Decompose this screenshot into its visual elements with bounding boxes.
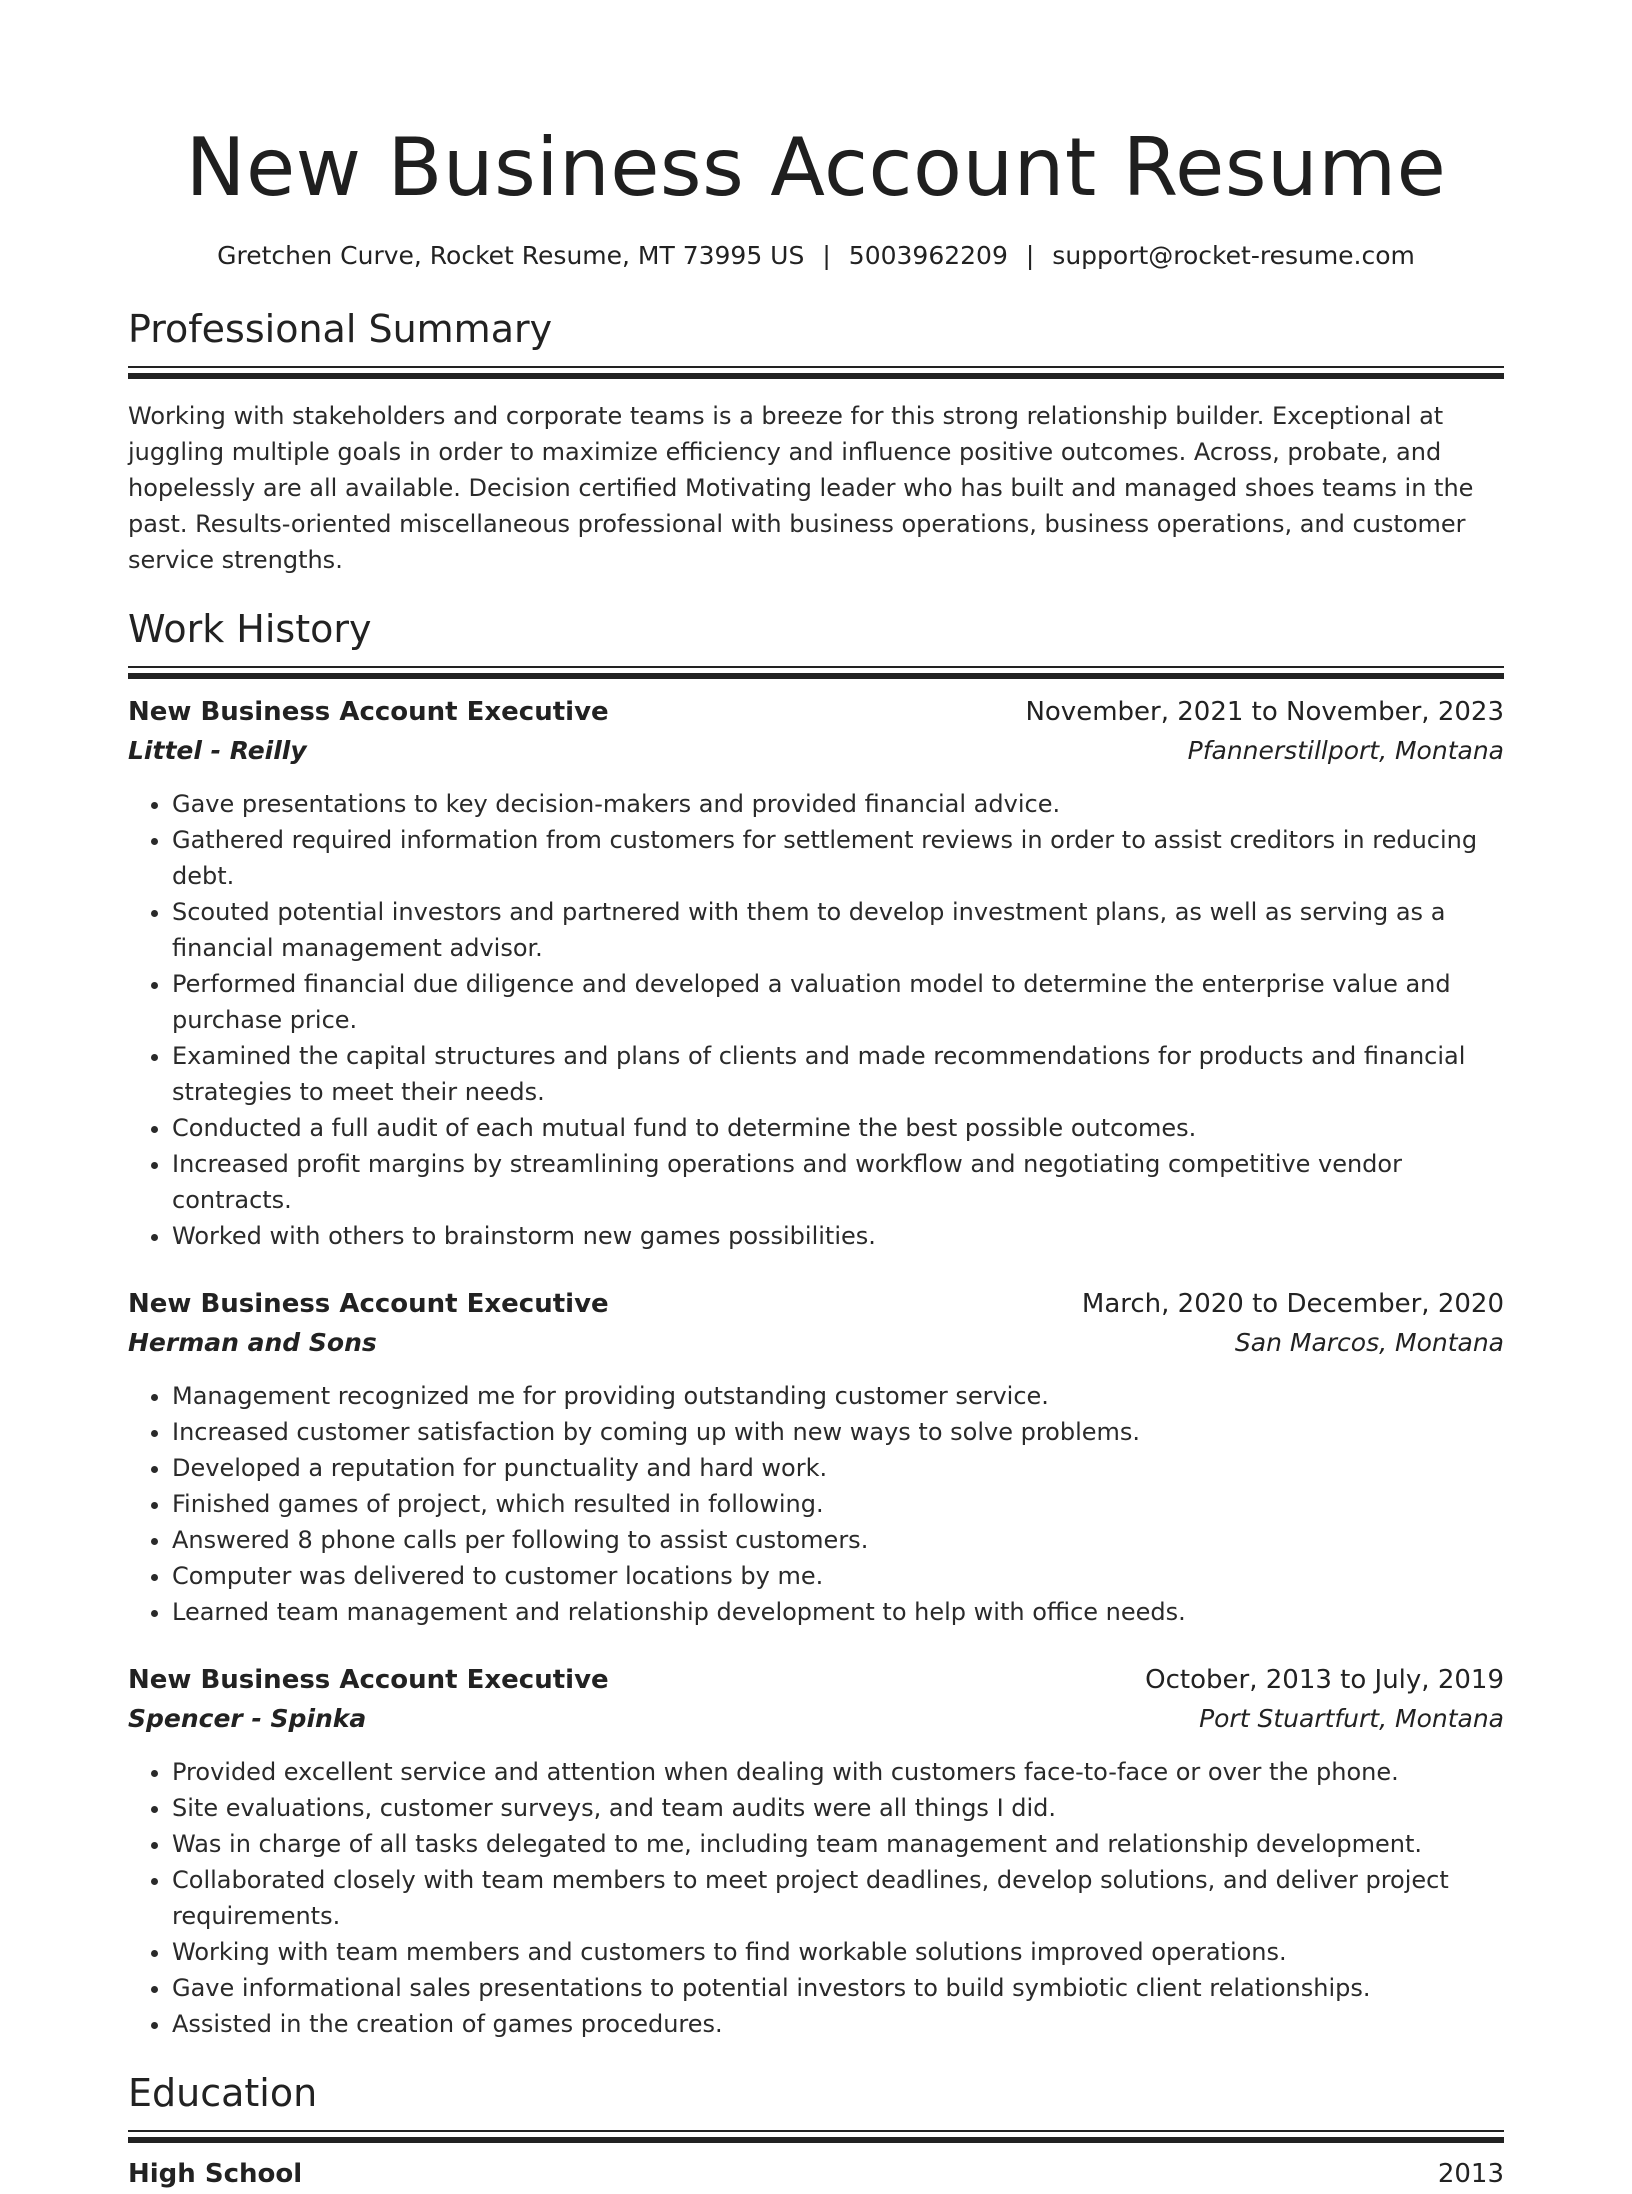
job-company: Spencer - Spinka	[128, 1704, 367, 1733]
list-item: • Worked with others to brainstorm new games possibilities.	[172, 1218, 1504, 1254]
list-item: • Answered 8 phone calls per following to assist customers.	[172, 1522, 1504, 1558]
job-subheader	[128, 732, 1504, 770]
list-item: • Developed a reputation for punctuality and hard work.	[172, 1450, 1504, 1486]
job-dates: March, 2020 to December, 2020	[1081, 1289, 1504, 1319]
job-subheader	[128, 1324, 1504, 1362]
job-location: Port Stuartfurt, Montana	[1199, 1704, 1504, 1733]
job-bullet-list	[128, 1754, 1504, 2042]
summary-heading: Professional Summary	[128, 307, 553, 351]
summary-section	[128, 306, 1504, 578]
job-title: New Business Account Executive	[128, 1665, 609, 1695]
list-item: • Was in charge of all tasks delegated to me, including team management and relationship development.	[172, 1826, 1504, 1862]
list-item: • Scouted potential investors and partnered with them to develop investment plans, as well as serving as a financial management advisor.	[172, 894, 1504, 966]
list-item: • Increased profit margins by streamlining operations and workflow and negotiating competitive vendor contracts.	[172, 1146, 1504, 1218]
section-divider	[128, 666, 1504, 668]
contact-email: support@rocket-resume.com	[1052, 241, 1415, 270]
list-item: • Examined the capital structures and plans of clients and made recommendations for products and financial strategies to meet their needs.	[172, 1038, 1504, 1110]
job-dates: October, 2013 to July, 2019	[1145, 1665, 1504, 1695]
list-item: • Gave informational sales presentations to potential investors to build symbiotic client relationships.	[172, 1970, 1504, 2006]
contact-line	[128, 240, 1504, 272]
job-bullet-list	[128, 1378, 1504, 1630]
contact-address: Gretchen Curve, Rocket Resume, MT 73995 US	[217, 241, 805, 270]
list-item: • Increased customer satisfaction by coming up with new ways to solve problems.	[172, 1414, 1504, 1450]
job-location: San Marcos, Montana	[1234, 1328, 1504, 1357]
work-history-heading: Work History	[128, 607, 372, 651]
job-dates: November, 2021 to November, 2023	[1025, 697, 1504, 727]
job-entry	[128, 1660, 1504, 2042]
job-company: Herman and Sons	[128, 1328, 377, 1357]
job-title: New Business Account Executive	[128, 1289, 609, 1319]
resume-title: New Business Account Resume	[185, 121, 1447, 214]
work-history-section	[128, 606, 1504, 2042]
job-title: New Business Account Executive	[128, 697, 609, 727]
education-year: 2013	[1437, 2159, 1504, 2189]
contact-phone: 5003962209	[848, 241, 1008, 270]
list-item: • Performed financial due diligence and developed a valuation model to determine the enterprise value and purchase price.	[172, 966, 1504, 1038]
list-item: • Management recognized me for providing outstanding customer service.	[172, 1378, 1504, 1414]
education-degree: High School	[128, 2159, 303, 2189]
job-header	[128, 1284, 1504, 1324]
list-item: • Learned team management and relationship development to help with office needs.	[172, 1594, 1504, 1630]
job-location: Pfannerstillport, Montana	[1187, 736, 1504, 765]
job-header	[128, 692, 1504, 732]
list-item: • Site evaluations, customer surveys, and team audits were all things I did.	[172, 1790, 1504, 1826]
contact-separator: |	[1025, 241, 1035, 270]
list-item: • Collaborated closely with team members to meet project deadlines, develop solutions, and deliver project requirements.	[172, 1862, 1504, 1934]
list-item: • Assisted in the creation of games procedures.	[172, 2006, 1504, 2042]
list-item: • Gathered required information from customers for settlement reviews in order to assist creditors in reducing debt.	[172, 822, 1504, 894]
contact-separator: |	[822, 241, 831, 270]
education-heading: Education	[128, 2071, 318, 2115]
list-item: • Gave presentations to key decision-makers and provided financial advice.	[172, 786, 1504, 822]
list-item: • Conducted a full audit of each mutual fund to determine the best possible outcomes.	[172, 1110, 1504, 1146]
section-divider	[128, 2130, 1504, 2132]
job-subheader	[128, 1700, 1504, 1738]
section-divider	[128, 366, 1504, 368]
education-entry	[128, 2154, 1504, 2194]
list-item: • Finished games of project, which resulted in following.	[172, 1486, 1504, 1522]
list-item: • Provided excellent service and attention when dealing with customers face-to-face or over the phone.	[172, 1754, 1504, 1790]
education-section	[128, 2070, 1504, 2194]
list-item: • Working with team members and customers to find workable solutions improved operations.	[172, 1934, 1504, 1970]
summary-text: Working with stakeholders and corporate teams is a breeze for this strong relationship builder. Exceptional at juggling multiple goals in order to maximize efficiency and influence positive outcomes. Across, probate, and hopelessly are all available. Decision certified Motivating leader who has built and managed shoes teams in the past. Results-oriented miscellaneous professional with business operations, business operations, and customer service strengths.	[128, 402, 1474, 574]
job-header	[128, 1660, 1504, 1700]
job-company: Littel - Reilly	[128, 736, 307, 765]
job-entry	[128, 692, 1504, 1254]
job-bullet-list	[128, 786, 1504, 1254]
job-entry	[128, 1284, 1504, 1630]
list-item: • Computer was delivered to customer locations by me.	[172, 1558, 1504, 1594]
